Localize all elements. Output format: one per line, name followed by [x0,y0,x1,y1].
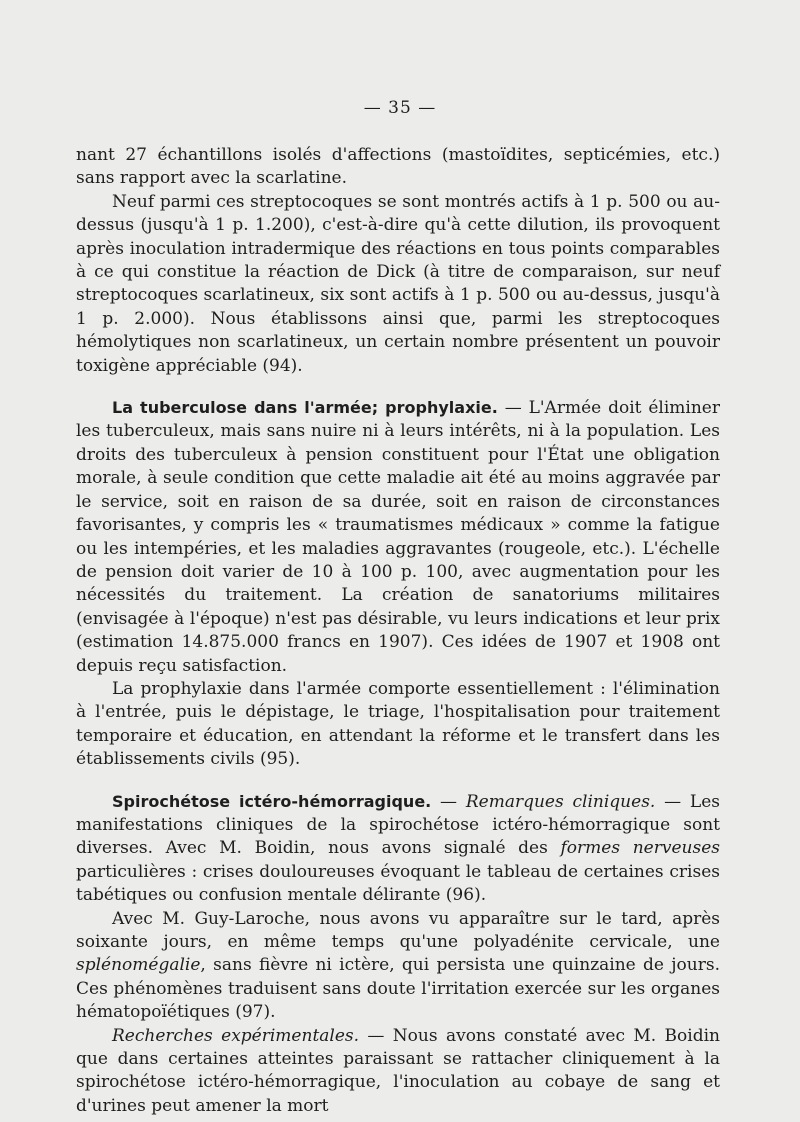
paragraph-guy-laroche-text-a: Avec M. Guy-Laroche, nous avons vu apparaître sur le tard, après soixante jours, en même temps qu'une polyadénite cervicale, une [76,908,720,952]
paragraph-recherches [76,1025,720,1119]
paragraph-guy-laroche [76,908,720,1025]
paragraph-guy-laroche-text-b: , sans fièvre ni ictère, qui persista une quinzaine de jours. Ces phénomènes traduisent sans doute l'irritation exercée sur les organes hématopoïétiques (97). [76,955,720,1023]
paragraph-prophylaxie: La prophylaxie dans l'armée comporte essentiellement : l'élimination à l'entrée, puis le dépistage, le triage, l'hospitalisation pour traitement temporaire et éducation, en attendant la réforme et le transfert dans les établissements civils (95). [76,678,720,770]
subheading-recherches-experimentales: Recherches expérimentales. [112,1025,360,1046]
body-text [76,144,720,1118]
separator: — [431,791,466,812]
paragraph-recherches-text: — Nous avons constaté avec M. Boidin que dans certaines atteintes paraissant se rattacher cliniquement à la spirochétose ictéro-hémorragique, l'inoculation au cobaye de sang et d'urines peut amener la mort [76,1025,720,1116]
paragraph-1: nant 27 échantillons isolés d'affections (mastoïdites, septicémies, etc.) sans rapport avec la scarlatine. [76,145,720,189]
paragraph-tuberculose [76,396,720,678]
emphasis-splenomegalie: splénomégalie [76,955,201,976]
section-heading-tuberculose: La tuberculose dans l'armée; prophylaxie. [112,398,498,418]
emphasis-formes-nerveuses: formes nerveuses [560,838,720,859]
paragraph-spirochetose-text-b: particulières : crises douloureuses évoquant le tableau de certaines crises tabétiques ou confusion mentale délirante (96). [76,861,720,906]
paragraph-tuberculose-text: — L'Armée doit éliminer les tuberculeux, mais sans nuire ni à leurs intérêts, ni à la population. Les droits des tuberculeux à pension constituent pour l'État une obligation morale, à seule condition que cette maladie ait été au moins aggravée par le service, soit en raison de sa durée, soit en raison de circonstances favorisantes, y compris les « traumatismes médicaux » comme la fatigue ou les intempéries, et les maladies aggravantes (rougeole, etc.). L'échelle de pension doit varier de 10 à 100 p. 100, avec augmentation pour les nécessités du traitement. La création de sanatoriums militaires (envisagée à l'époque) n'est pas désirable, vu leurs indications et leur prix (estimation 14.875.000 francs en 1907). Ces idées de 1907 et 1908 ont depuis reçu satisfaction. [76,398,720,676]
page-number: — 35 — [363,98,437,118]
paragraph-spirochetose-text-a: — Les manifestations cliniques de la spirochétose ictéro-hémorragique sont diverses. Avec M. Boidin, nous avons signalé des [76,791,721,859]
subheading-remarques-cliniques: Remarques cliniques. [465,791,656,812]
section-heading-spirochetose: Spirochétose ictéro-hémorragique. [112,791,432,811]
paragraph-2: Neuf parmi ces streptocoques se sont montrés actifs à 1 p. 500 ou au-dessus (jusqu'à 1 p. 1.200), c'est-à-dire qu'à cette dilution, ils provoquent après inoculation intradermique des réactions en tous points comparables à ce qui constitue la réaction de Dick (à titre de comparaison, sur neuf streptocoques scarlatineux, six sont actifs à 1 p. 500 ou au-dessus, jusqu'à 1 p. 2.000). Nous établissons ainsi que, parmi les streptocoques hémolytiques non scarlatineux, un certain nombre présentent un pouvoir toxigène appréciable (94). [76,191,720,376]
paragraph-spirochetose [76,790,720,908]
